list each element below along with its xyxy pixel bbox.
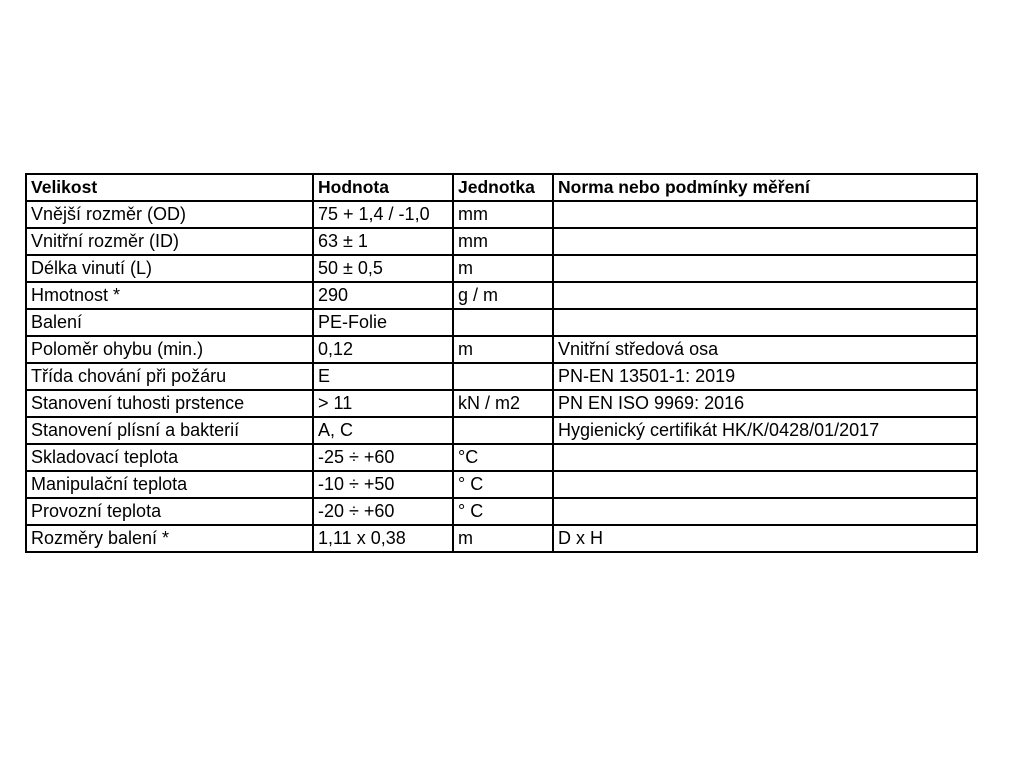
cell-hodnota: 63 ± 1 [313, 228, 453, 255]
spec-table [25, 173, 978, 553]
cell-jednotka [453, 363, 553, 390]
cell-velikost: Vnější rozměr (OD) [26, 201, 313, 228]
header-row [26, 174, 977, 201]
cell-jednotka: kN / m2 [453, 390, 553, 417]
cell-hodnota: 75 + 1,4 / -1,0 [313, 201, 453, 228]
cell-hodnota: > 11 [313, 390, 453, 417]
table-row [26, 417, 977, 444]
cell-hodnota: 1,11 x 0,38 [313, 525, 453, 552]
table-row [26, 255, 977, 282]
cell-velikost: Manipulační teplota [26, 471, 313, 498]
cell-norma [553, 228, 977, 255]
table-row [26, 525, 977, 552]
table-row [26, 471, 977, 498]
cell-velikost: Balení [26, 309, 313, 336]
cell-hodnota: 0,12 [313, 336, 453, 363]
cell-norma [553, 471, 977, 498]
cell-hodnota: 50 ± 0,5 [313, 255, 453, 282]
cell-norma [553, 309, 977, 336]
header-jednotka: Jednotka [453, 174, 553, 201]
cell-norma: PN EN ISO 9969: 2016 [553, 390, 977, 417]
table-row [26, 201, 977, 228]
cell-jednotka [453, 417, 553, 444]
cell-velikost: Poloměr ohybu (min.) [26, 336, 313, 363]
header-hodnota: Hodnota [313, 174, 453, 201]
cell-jednotka: m [453, 336, 553, 363]
cell-hodnota: PE-Folie [313, 309, 453, 336]
cell-velikost: Třída chování při požáru [26, 363, 313, 390]
cell-jednotka: ° C [453, 498, 553, 525]
cell-velikost: Provozní teplota [26, 498, 313, 525]
cell-jednotka: mm [453, 201, 553, 228]
cell-jednotka: ° C [453, 471, 553, 498]
cell-norma: PN-EN 13501-1: 2019 [553, 363, 977, 390]
table-row [26, 336, 977, 363]
cell-velikost: Stanovení tuhosti prstence [26, 390, 313, 417]
table-row [26, 309, 977, 336]
cell-velikost: Stanovení plísní a bakterií [26, 417, 313, 444]
header-norma: Norma nebo podmínky měření [553, 174, 977, 201]
cell-jednotka: °C [453, 444, 553, 471]
table-row [26, 444, 977, 471]
cell-norma [553, 498, 977, 525]
cell-jednotka [453, 309, 553, 336]
cell-velikost: Vnitřní rozměr (ID) [26, 228, 313, 255]
table-row [26, 498, 977, 525]
cell-norma [553, 444, 977, 471]
table-row [26, 282, 977, 309]
cell-velikost: Hmotnost * [26, 282, 313, 309]
cell-jednotka: mm [453, 228, 553, 255]
table-row [26, 228, 977, 255]
cell-norma: Hygienický certifikát HK/K/0428/01/2017 [553, 417, 977, 444]
table-row [26, 390, 977, 417]
cell-norma: Vnitřní středová osa [553, 336, 977, 363]
cell-velikost: Délka vinutí (L) [26, 255, 313, 282]
cell-norma: D x H [553, 525, 977, 552]
table-row [26, 363, 977, 390]
header-velikost: Velikost [26, 174, 313, 201]
cell-hodnota: -20 ÷ +60 [313, 498, 453, 525]
cell-jednotka: m [453, 525, 553, 552]
cell-norma [553, 282, 977, 309]
cell-hodnota: A, C [313, 417, 453, 444]
cell-hodnota: 290 [313, 282, 453, 309]
cell-jednotka: m [453, 255, 553, 282]
cell-hodnota: -25 ÷ +60 [313, 444, 453, 471]
cell-velikost: Rozměry balení * [26, 525, 313, 552]
cell-hodnota: E [313, 363, 453, 390]
cell-norma [553, 201, 977, 228]
cell-jednotka: g / m [453, 282, 553, 309]
cell-velikost: Skladovací teplota [26, 444, 313, 471]
cell-hodnota: -10 ÷ +50 [313, 471, 453, 498]
cell-norma [553, 255, 977, 282]
